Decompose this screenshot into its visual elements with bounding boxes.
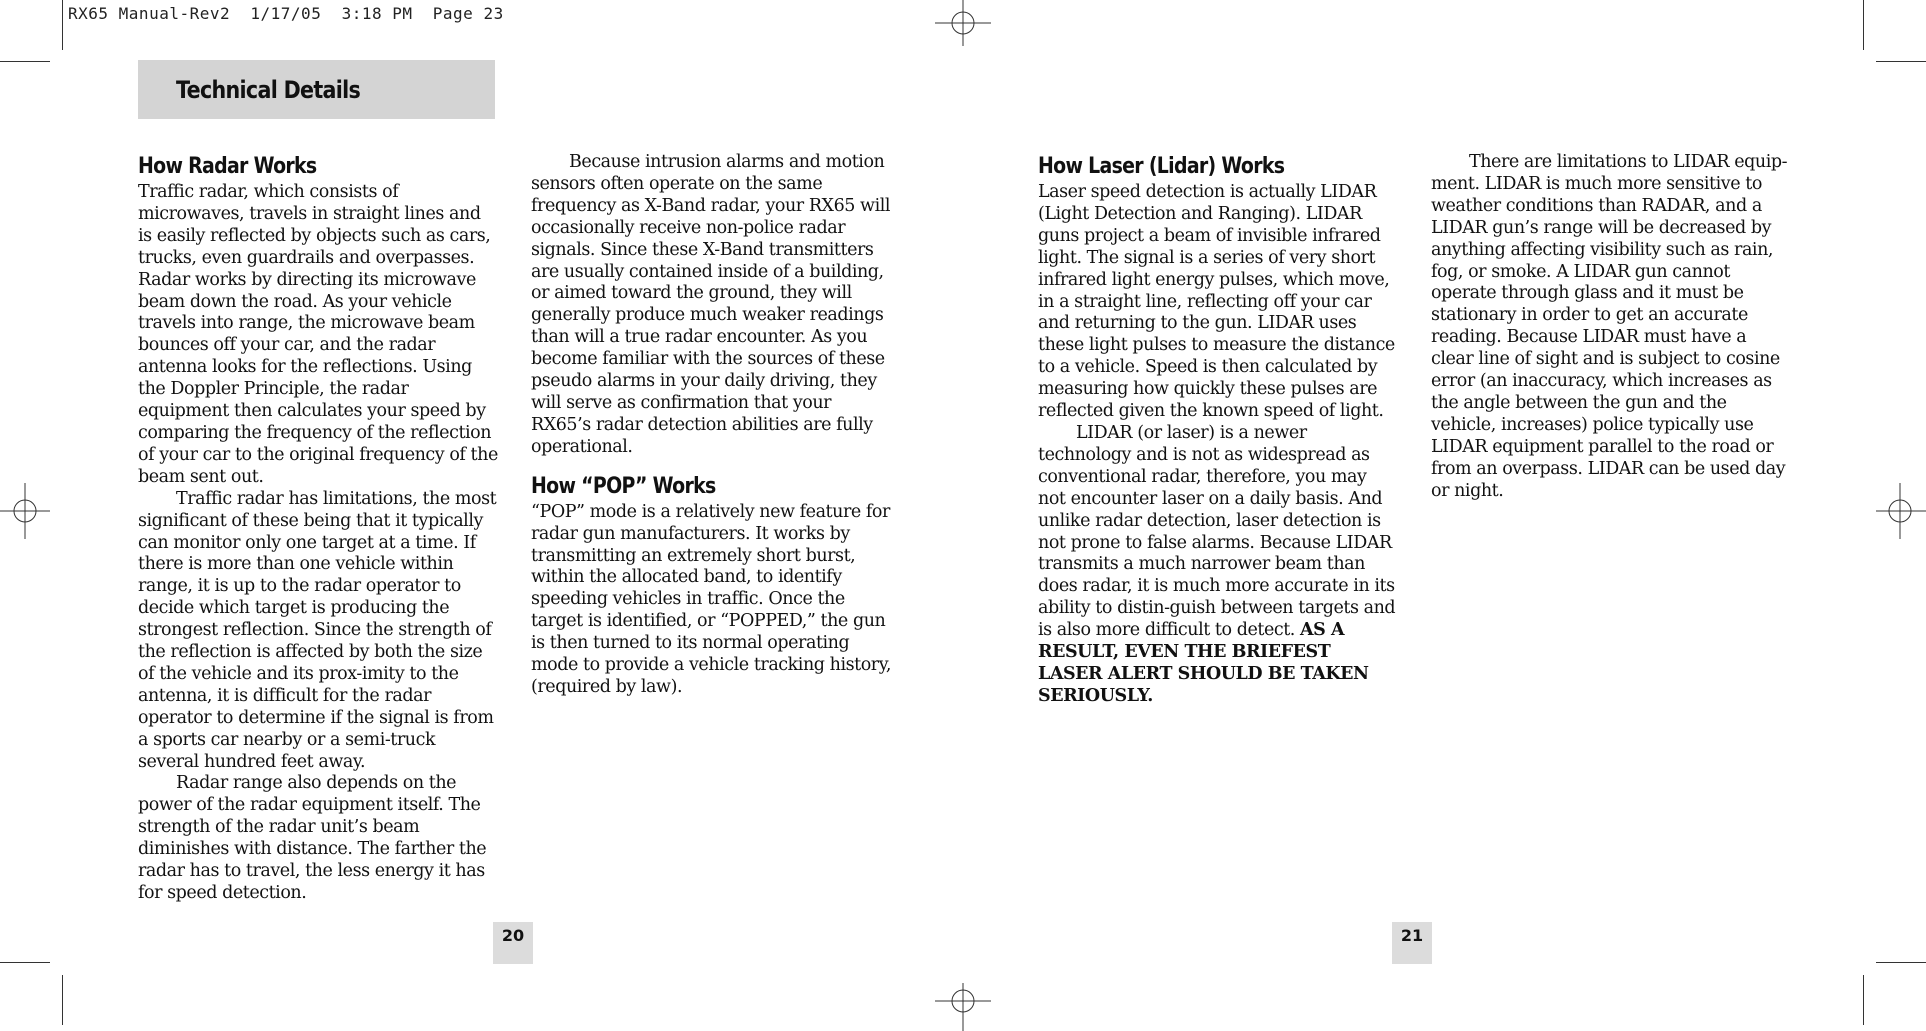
paragraph-text: LIDAR (or laser) is a newer technology and is not as widespread as conventional radar, therefore, you may not encounter laser on a daily basis. And unlike radar detection, laser detection is not prone to false alarms. Because LIDAR transmits a much narrower beam than does radar, it is much more accurate in its ability to distin-guish between targets and is also more difficult to detect. bbox=[1038, 422, 1396, 641]
left-page-column-1 bbox=[138, 152, 498, 905]
crop-mark-bottom-right-v bbox=[1863, 975, 1864, 1025]
crop-mark-bottom-right-h bbox=[1876, 962, 1926, 963]
crop-mark-bottom-left-v bbox=[62, 975, 63, 1025]
paragraph: Because intrusion alarms and motion sensors often operate on the same frequency as X-Band radar, your RX65 will occasionally receive non-police radar signals. Since these X-Band transmitters are usually contained inside of a building, or aimed toward the ground, they will generally produce much weaker readings than will a true radar encounter. As you become familiar with the sources of these pseudo alarms in your daily driving, they will serve as confirmation that your RX65’s radar detection abilities are fully operational. bbox=[531, 152, 891, 457]
registration-mark-right bbox=[1870, 483, 1926, 539]
paragraph: Radar range also depends on the power of the radar equipment itself. The strength of the radar unit’s beam diminishes with distance. The farther the radar has to travel, the less energy it has for speed detection. bbox=[138, 773, 487, 903]
registration-mark-top bbox=[935, 0, 991, 56]
heading-how-radar-works: How Radar Works bbox=[138, 154, 317, 179]
page-number-right: 21 bbox=[1392, 922, 1432, 964]
right-page-column-2 bbox=[1431, 152, 1791, 503]
crop-mark-top-right-v bbox=[1863, 0, 1864, 50]
paragraph: Traffic radar, which consists of microwaves, travels in straight lines and is easily reflected by objects such as cars, trucks, even guardrails and overpasses. Radar works by directing its microwave beam down the road. As your vehicle travels into range, the microwave beam bounces off your car, and the radar antenna looks for the reflections. Using the Doppler Principle, the radar equipment then calculates your speed by comparing the frequency of the reflection of your car to the original frequency of the beam sent out. bbox=[138, 182, 498, 487]
page-number-left: 20 bbox=[493, 922, 533, 964]
left-page-column-2 bbox=[531, 152, 891, 699]
crop-mark-top-left-h bbox=[0, 61, 50, 62]
right-page-column-1 bbox=[1038, 152, 1398, 708]
paragraph: There are limitations to LIDAR equip-ment. LIDAR is much more sensitive to weather conditions than RADAR, and a LIDAR gun’s range will be decreased by anything affecting visibility such as rain, fog, or smoke. A LIDAR gun cannot operate through glass and it must be stationary in order to get an accurate reading. Because LIDAR must have a clear line of sight and is subject to cosine error (an inaccuracy, which increases as the angle between the gun and the vehicle, increases) police typically use LIDAR equipment parallel to the road or from an overpass. LIDAR can be used day or night. bbox=[1431, 152, 1788, 501]
paragraph: Traffic radar has limitations, the most significant of these being that it typically can monitor only one target at a time. If there is more than one vehicle within range, it is up to the radar operator to decide which target is producing the strongest reflection. Since the strength of the reflection is affected by both the size of the vehicle and its prox-imity to the antenna, it is difficult for the radar operator to determine if the signal is from a sports car nearby or a semi-truck several hundred feet away. bbox=[138, 488, 497, 772]
crop-mark-top-left-v bbox=[62, 0, 63, 50]
heading-how-pop-works: How “POP” Works bbox=[531, 473, 716, 499]
registration-mark-left bbox=[0, 483, 56, 539]
section-title: Technical Details bbox=[176, 76, 361, 104]
crop-mark-bottom-left-h bbox=[0, 962, 50, 963]
paragraph: Laser speed detection is actually LIDAR (Light Detection and Ranging). LIDAR guns project a beam of invisible infrared light. The signal is a series of very short infrared light energy pulses, which move, in a straight line, reflecting off your car and returning to the gun. LIDAR uses these light pulses to measure the distance to a vehicle. Speed is then calculated by measuring how quickly these pulses are reflected given the known speed of light. bbox=[1038, 182, 1395, 422]
paragraph: “POP” mode is a relatively new feature for radar gun manufacturers. It works by transmitting an extremely short burst, within the allocated band, to identify speeding vehicles in traffic. Once the target is identified, or “POPPED,” the gun is then turned to its normal operating mode to provide a vehicle tracking history, (required by law). bbox=[531, 501, 891, 697]
printer-slug-line: RX65 Manual-Rev2 1/17/05 3:18 PM Page 23 bbox=[68, 4, 504, 23]
paragraph bbox=[1038, 423, 1398, 708]
crop-mark-top-right-h bbox=[1876, 61, 1926, 62]
registration-mark-bottom bbox=[935, 975, 991, 1031]
laser-alert-warning: AS A RESULT, EVEN THE BRIEFEST LASER ALERT SHOULD BE TAKEN SERIOUSLY. bbox=[1038, 620, 1369, 706]
heading-how-laser-works: How Laser (Lidar) Works bbox=[1038, 154, 1285, 179]
section-title-box bbox=[138, 60, 495, 119]
